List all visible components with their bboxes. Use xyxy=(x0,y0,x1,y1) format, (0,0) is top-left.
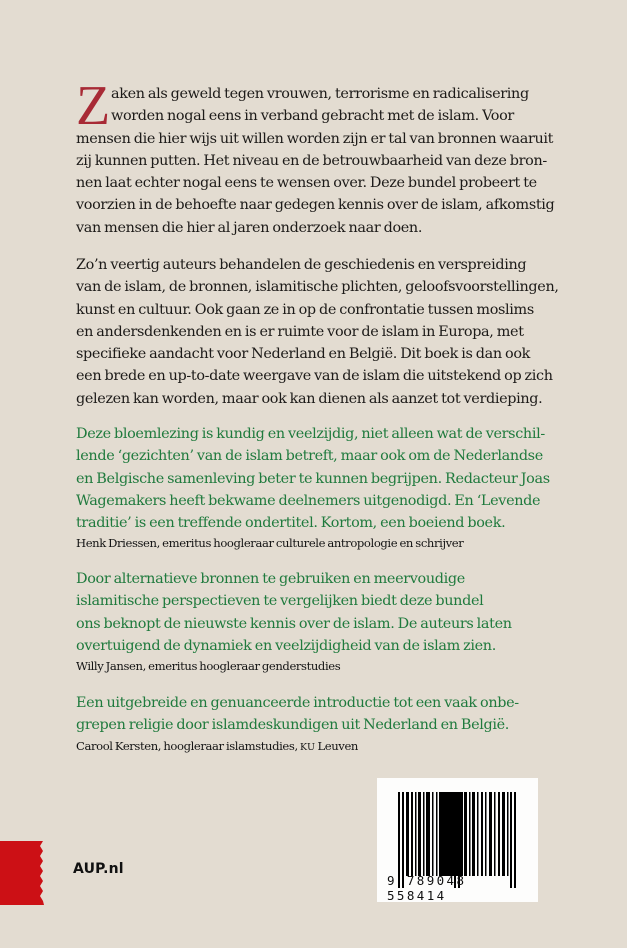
drop-cap: Z xyxy=(76,75,111,137)
quote-line: Een uitgebreide en genuanceerde introductie tot een vaak onbe- xyxy=(76,695,519,711)
text-line: zij kunnen putten. Het niveau en de betrouwbaarheid van deze bron- xyxy=(76,152,547,169)
quote-line: lende ‘gezichten’ van de islam betreft, maar ook om de Nederlandse xyxy=(76,448,543,465)
quote-attribution xyxy=(76,737,546,756)
attribution-name: Carool Kersten, hoogleraar islamstudies, xyxy=(76,738,301,753)
text-line: van de islam, de bronnen, islamitische plichten, geloofsvoorstellingen, xyxy=(76,279,559,296)
text-line: een brede en up-to-date weergave van de islam die uitstekend op zich xyxy=(76,368,553,385)
summary-paragraph xyxy=(76,254,559,410)
text-line: worden nogal eens in verband gebracht met de islam. Voor xyxy=(111,108,514,125)
quote-line: Door alternatieve bronnen te gebruiken en meervoudige xyxy=(76,571,465,587)
text-line: mensen die hier wijs uit willen worden zijn er tal van bronnen waaruit xyxy=(76,130,554,147)
text-line: aken als geweld tegen vrouwen, terrorisme en radicalisering xyxy=(111,86,529,102)
review-quote xyxy=(76,568,546,676)
quote-line: Wagemakers heeft bekwame deelnemers uitgenodigd. En ‘Levende xyxy=(76,492,541,509)
attribution-smallcaps: KU xyxy=(300,741,316,753)
review-quote xyxy=(76,423,550,553)
text-line: van mensen die hier al jaren onderzoek naar doen. xyxy=(76,219,423,236)
intro-paragraph xyxy=(76,75,555,239)
quote-line: grepen religie door islamdeskundigen uit Nederland en België. xyxy=(76,717,510,734)
text-line: Zo’n veertig auteurs behandelen de geschiedenis en verspreiding xyxy=(76,257,527,273)
text-line: en andersdenkenden en is er ruimte voor de islam in Europa, met xyxy=(76,323,524,340)
attribution-city: Leuven xyxy=(315,738,358,753)
text-line: gelezen kan worden, maar ook kan dienen als aanzet tot verdieping. xyxy=(76,390,543,407)
quote-line: traditie’ is een treffende ondertitel. Kortom, een boeiend boek. xyxy=(76,515,506,532)
publisher-url[interactable]: AUP.nl xyxy=(73,861,124,877)
text-line: voorzien in de behoefte naar gedegen kennis over de islam, afkomstig xyxy=(76,197,555,214)
review-quote xyxy=(76,692,546,756)
quote-line: islamitische perspectieven te vergelijken biedt deze bundel xyxy=(76,593,484,610)
quote-attribution: Henk Driessen, emeritus hoogleraar culturele antropologie en schrijver xyxy=(76,536,464,551)
publisher-logo-icon xyxy=(0,841,44,905)
text-line: specifieke aandacht voor Nederland en België. Dit boek is dan ook xyxy=(76,346,531,363)
text-line: kunst en cultuur. Ook gaan ze in op de confrontatie tussen moslims xyxy=(76,301,534,318)
quote-attribution: Willy Jansen, emeritus hoogleraar genderstudies xyxy=(76,659,341,674)
isbn-number: 9 789048 558414 xyxy=(387,873,467,903)
isbn-barcode xyxy=(377,778,538,902)
quote-line: overtuigend de dynamiek en veelzijdigheid van de islam zien. xyxy=(76,637,496,654)
quote-line: ons beknopt de nieuwste kennis over de islam. De auteurs laten xyxy=(76,615,512,632)
text-line: nen laat echter nogal eens te wensen over. Deze bundel probeert te xyxy=(76,175,537,192)
quote-line: Deze bloemlezing is kundig en veelzijdig, niet alleen wat de verschil- xyxy=(76,426,545,442)
quote-line: en Belgische samenleving beter te kunnen begrijpen. Redacteur Joas xyxy=(76,470,550,487)
